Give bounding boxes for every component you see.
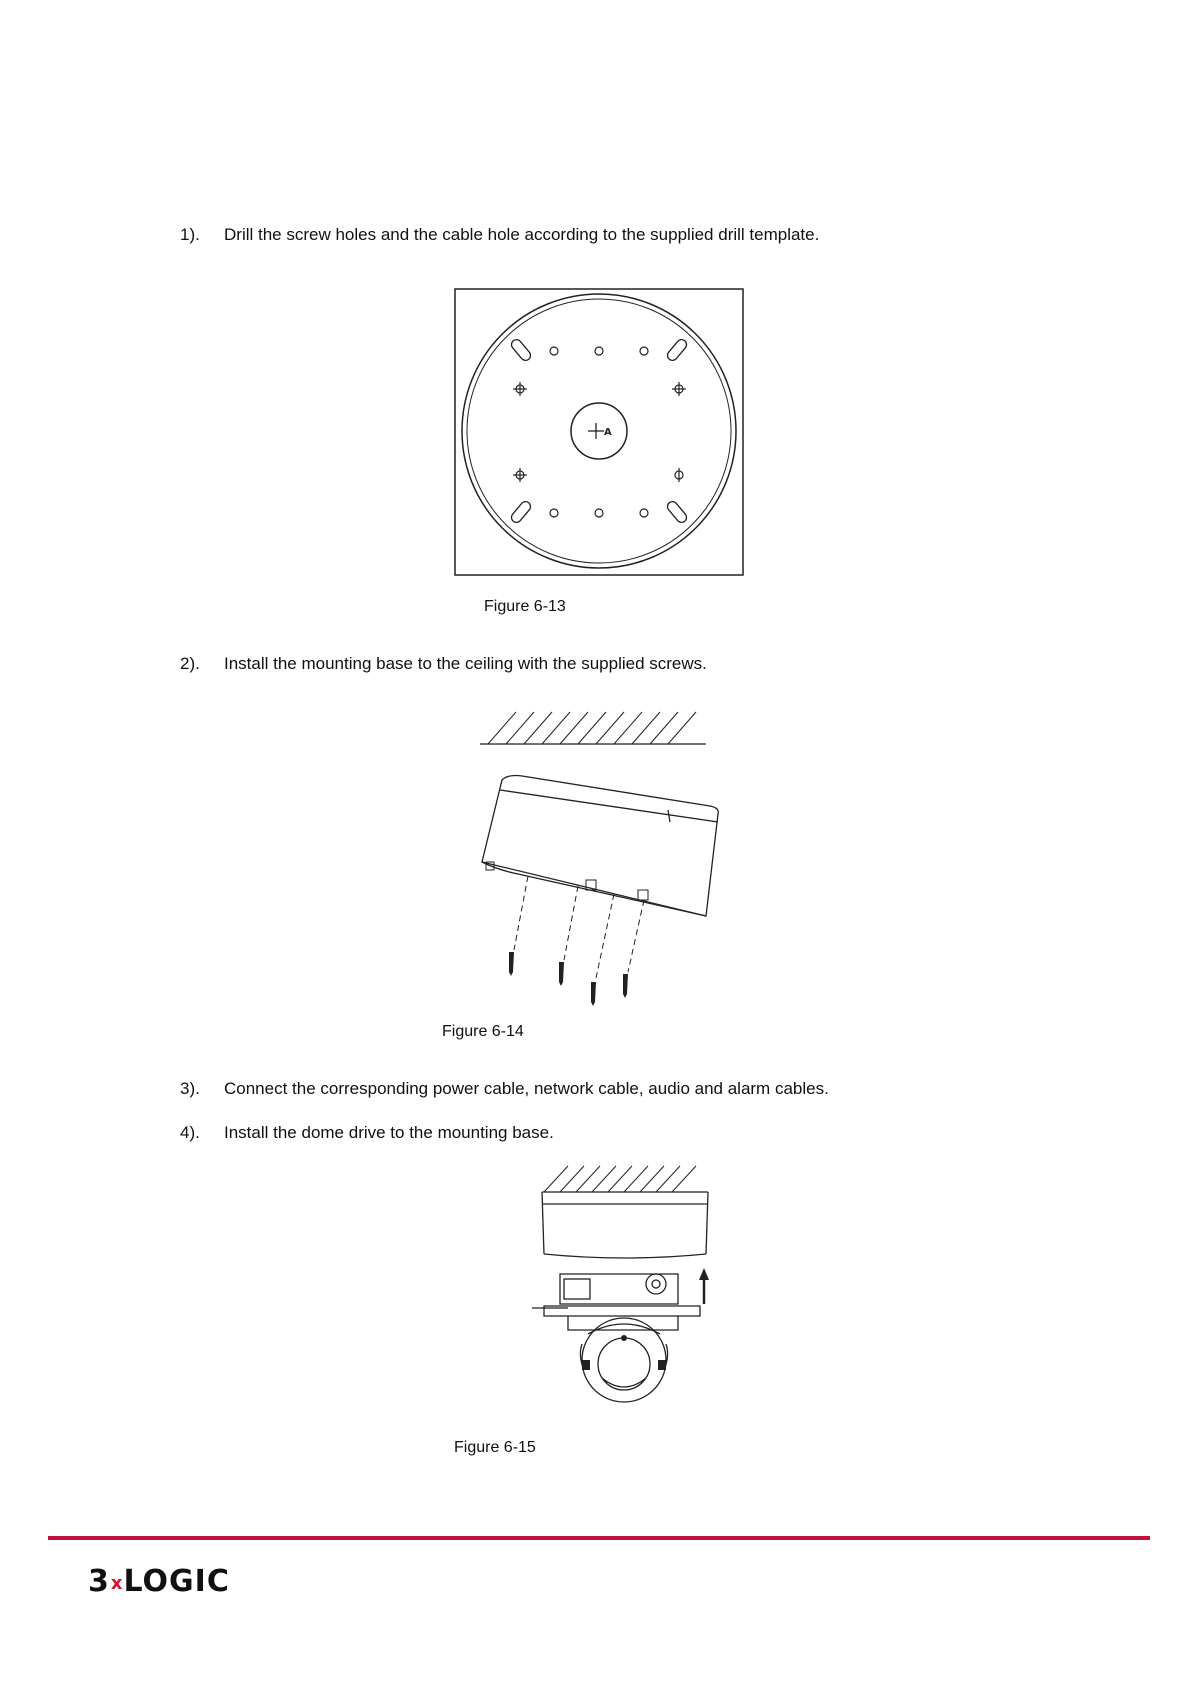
figure-caption: Figure 6-15 — [454, 1439, 536, 1456]
logo-suffix: LOGIC — [123, 1564, 230, 1599]
mounting-base-figure — [478, 710, 728, 1010]
mounting-base — [482, 776, 718, 917]
step-text: Drill the screw holes and the cable hole according to the supplied drill template. — [224, 225, 820, 244]
center-label: A — [604, 427, 612, 438]
screw — [591, 982, 596, 1006]
slot-bottom-right — [665, 500, 688, 525]
step-number: 2). — [180, 654, 200, 673]
slot-top-left — [509, 338, 532, 363]
step-text: Connect the corresponding power cable, network cable, audio and alarm cables. — [224, 1079, 829, 1098]
step-text: Install the mounting base to the ceiling with the supplied screws. — [224, 654, 707, 673]
template-frame — [455, 289, 743, 575]
logo-prefix: 3 — [88, 1564, 110, 1599]
logo-x: x — [110, 1573, 123, 1594]
screw — [559, 962, 564, 986]
dome-drive — [532, 1274, 700, 1402]
figure-caption: Figure 6-13 — [484, 598, 566, 615]
screw — [509, 952, 514, 976]
slot-bottom-left — [509, 500, 532, 525]
company-logo — [88, 1564, 230, 1599]
step-number: 1). — [180, 225, 200, 244]
drill-template-figure — [454, 288, 744, 576]
footer-divider — [48, 1536, 1150, 1540]
screw — [623, 974, 628, 998]
dome-install-figure — [528, 1164, 728, 1420]
figure-caption: Figure 6-14 — [442, 1023, 524, 1040]
step-number: 3). — [180, 1079, 200, 1098]
slot-top-right — [665, 338, 688, 363]
mounting-base — [542, 1192, 708, 1258]
step-number: 4). — [180, 1123, 200, 1142]
step-text: Install the dome drive to the mounting base. — [224, 1123, 554, 1142]
